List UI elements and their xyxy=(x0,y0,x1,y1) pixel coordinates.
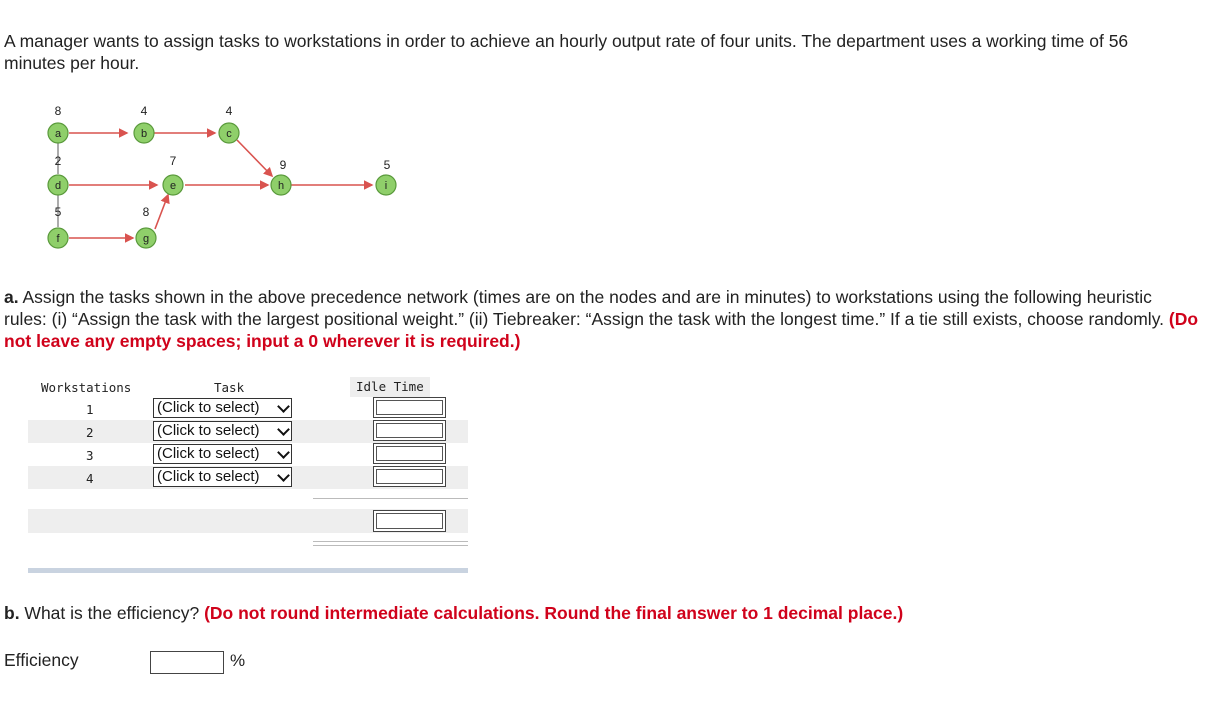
select-value: (Click to select) xyxy=(157,399,260,416)
idle-time-input-2[interactable] xyxy=(373,420,446,441)
part-a-note: (Do not leave any empty spaces; input a 0 wherever it is required.) xyxy=(4,309,1199,351)
header-idle-time: Idle Time xyxy=(350,377,430,397)
task-select-2[interactable] xyxy=(153,421,292,441)
idle-time-input-4[interactable] xyxy=(373,466,446,487)
edge-g-e xyxy=(155,195,168,229)
chevron-down-icon xyxy=(277,469,290,482)
workstation-number: 4 xyxy=(86,471,94,486)
table-header xyxy=(28,377,468,397)
node-label-f: f xyxy=(56,233,60,245)
node-time-h: 9 xyxy=(279,158,287,172)
select-value: (Click to select) xyxy=(157,422,260,439)
divider xyxy=(313,545,468,546)
part-a-label: a. xyxy=(4,287,19,307)
select-value: (Click to select) xyxy=(157,468,260,485)
node-label-c: c xyxy=(226,128,232,140)
part-b-label: b. xyxy=(4,603,20,623)
part-b-question xyxy=(4,603,903,624)
node-label-i: i xyxy=(384,180,388,192)
node-time-f: 5 xyxy=(54,205,62,219)
edge-c-h xyxy=(237,140,272,176)
efficiency-label: Efficiency xyxy=(4,650,79,670)
task-select-3[interactable] xyxy=(153,444,292,464)
percent-unit: % xyxy=(230,651,246,670)
section-divider xyxy=(28,568,468,573)
node-label-e: e xyxy=(169,180,177,192)
total-row xyxy=(28,509,468,533)
node-label-b: b xyxy=(140,128,148,140)
part-b-text: What is the efficiency? xyxy=(19,603,205,623)
task-select-1[interactable] xyxy=(153,398,292,418)
table-row xyxy=(28,397,468,420)
table-row xyxy=(28,420,468,443)
precedence-network xyxy=(0,98,420,258)
part-a-text: Assign the tasks shown in the above precedence network (times are on the nodes and are in minutes) to workstations using the following heuristic rules: (i) “Assign the task with the largest positional weight.” (ii) Tiebreaker: “Assign the task with the longest time.” If a tie still exists, choose randomly. xyxy=(4,287,1169,329)
divider xyxy=(313,498,468,499)
node-label-h: h xyxy=(277,180,285,192)
table-row xyxy=(28,466,468,489)
divider xyxy=(313,541,468,542)
header-task: Task xyxy=(214,380,245,395)
total-idle-time-input[interactable] xyxy=(373,510,446,532)
part-b-note: (Do not round intermediate calculations. Round the final answer to 1 decimal place.) xyxy=(204,603,904,623)
node-label-g: g xyxy=(142,233,150,245)
idle-time-input-1[interactable] xyxy=(373,397,446,418)
node-time-d: 2 xyxy=(54,154,62,168)
chevron-down-icon xyxy=(277,400,290,413)
select-value: (Click to select) xyxy=(157,445,260,462)
problem-statement: A manager wants to assign tasks to workstations in order to achieve an hourly output rate of four units. The department uses a working time of 56 minutes per hour. xyxy=(4,31,1129,73)
node-label-d: d xyxy=(54,180,62,192)
node-time-e: 7 xyxy=(169,154,177,168)
efficiency-input[interactable] xyxy=(150,651,224,674)
header-workstations: Workstations xyxy=(41,380,132,395)
node-time-i: 5 xyxy=(383,158,391,172)
workstation-number: 3 xyxy=(86,448,94,463)
chevron-down-icon xyxy=(277,423,290,436)
idle-time-input-3[interactable] xyxy=(373,443,446,464)
node-time-a: 8 xyxy=(54,104,62,118)
node-label-a: a xyxy=(54,128,62,140)
workstation-number: 1 xyxy=(86,402,94,417)
node-time-g: 8 xyxy=(142,205,150,219)
table-row xyxy=(28,443,468,466)
task-select-4[interactable] xyxy=(153,467,292,487)
workstation-number: 2 xyxy=(86,425,94,440)
part-a-question xyxy=(4,286,1199,352)
chevron-down-icon xyxy=(277,446,290,459)
node-time-b: 4 xyxy=(140,104,148,118)
node-time-c: 4 xyxy=(225,104,233,118)
